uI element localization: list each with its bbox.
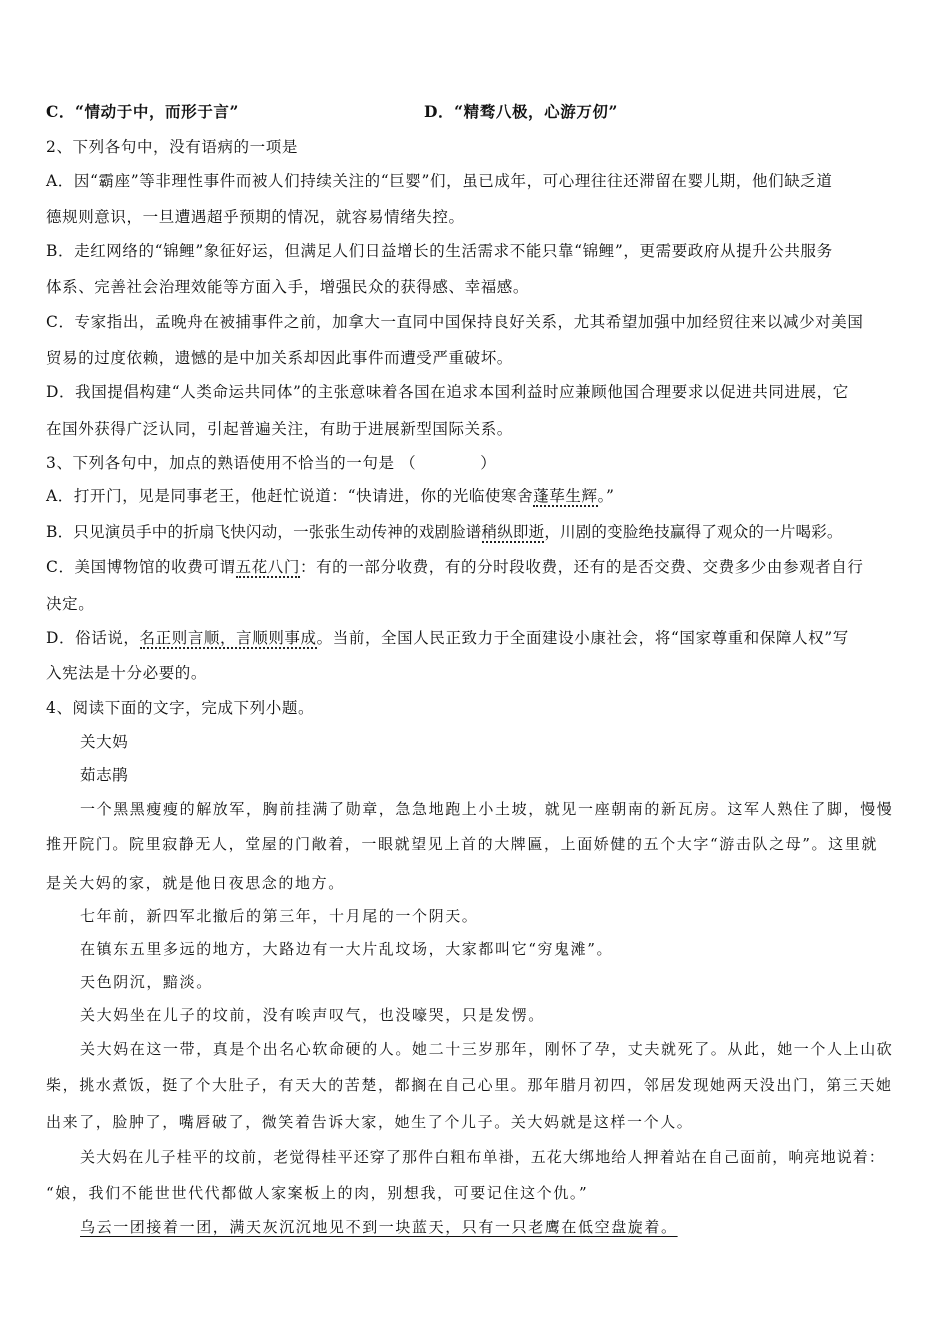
q3-b-idiom: 稍纵即逝	[481, 523, 545, 541]
q3-option-a[interactable]	[46, 486, 904, 507]
q4-stem: 4、阅读下面的文字，完成下列小题。	[46, 699, 315, 717]
q3-a-pre: A．打开门，见是同事老王，他赶忙说道：“快请进，你的光临使寒舍	[46, 487, 534, 505]
q2-option-b-line1[interactable]: B．走红网络的“锦鲤”象征好运，但满足人们日益增长的生活需求不能只靠“锦鲤”，更需要政府从提升公共服务	[46, 242, 833, 260]
q3-stem-text: 3、下列各句中，加点的熟语使用不恰当的一句是 （	[46, 454, 417, 472]
story-p1-line1: 一个黑黑瘦瘦的解放军，胸前挂满了勋章，急急地跑上小土坡，就见一座朝南的新瓦房。这军人熟住了脚，慢慢	[80, 800, 894, 818]
q1-options-row	[46, 102, 904, 122]
q3-option-b[interactable]	[46, 522, 904, 543]
story-p7-line1: 关大妈在儿子桂平的坟前，老觉得桂平还穿了那件白粗布单褂，五花大绑地给人押着站在自己面前，响亮地说着：	[80, 1148, 886, 1166]
story-p2: 七年前，新四军北撤后的第三年，十月尾的一个阴天。	[80, 907, 479, 925]
q3-d-idiom: 名正则言顺，言顺则事成	[139, 629, 317, 647]
q3-a-post: 。”	[597, 487, 615, 505]
q2-option-d-line1[interactable]: D．我国提倡构建“人类命运共同体”的主张意味着各国在追求本国利益时应兼顾他国合理要求以促进共同进展，它	[46, 383, 849, 401]
q3-option-d-line2: 入宪法是十分必要的。	[46, 664, 208, 682]
story-p7-line2: “娘，我们不能世世代代都做人家案板上的肉，别想我，可要记住这个仇。”	[46, 1184, 589, 1202]
q3-option-c-line2: 决定。	[46, 595, 95, 613]
q2-option-a-line1[interactable]: A．因“霸座”等非理性事件而被人们持续关注的“巨婴”们，虽已成年，可心理往往还滞留在婴儿期，他们缺乏道	[46, 172, 833, 190]
story-p4: 天色阴沉，黯淡。	[80, 973, 213, 991]
q2-option-a-line2: 德规则意识，一旦遭遇超乎预期的情况，就容易情绪失控。	[46, 208, 465, 226]
story-p1-line2: 推开院门。院里寂静无人，堂屋的门敞着，一眼就望见上首的大牌匾，上面娇健的五个大字“游击队之母”。这里就	[46, 835, 878, 853]
q3-c-post: ：有的一部分收费，有的分时段收费，还有的是否交费、交费多少由参观者自行	[299, 558, 864, 576]
q2-option-d-line2: 在国外获得广泛认同，引起普遍关注，有助于进展新型国际关系。	[46, 420, 513, 438]
story-p3: 在镇东五里多远的地方，大路边有一大片乱坟场，大家都叫它“穷鬼滩”。	[80, 940, 614, 958]
story-author: 茹志鹃	[80, 766, 129, 784]
q1-option-d[interactable]: D．“精骛八极，心游万仞”	[424, 102, 619, 121]
story-title: 关大妈	[80, 733, 129, 751]
story-p1-line3: 是关大妈的家，就是他日夜思念的地方。	[46, 874, 345, 892]
q3-c-idiom: 五花八门	[235, 558, 300, 576]
story-p6-line2: 柴，挑水煮饭，挺了个大肚子，有天大的苦楚，都搁在自己心里。那年腊月初四，邻居发现她两天没出门，第三天她	[46, 1076, 893, 1094]
q3-option-c-line1[interactable]	[46, 557, 904, 578]
q3-b-post: ，川剧的变脸绝技赢得了观众的一片喝彩。	[544, 523, 843, 541]
q3-b-pre: B．只见演员手中的折扇飞快闪动，一张张生动传神的戏剧脸谱	[46, 523, 482, 541]
q1-option-c[interactable]: C．“情动于中，而形于言”	[46, 102, 239, 121]
q3-stem	[46, 453, 904, 473]
q3-d-pre: D．俗话说，	[46, 629, 140, 647]
story-p6-line1: 关大妈在这一带，真是个出名心软命硬的人。她二十三岁那年，刚怀了孕，丈夫就死了。从此，她一个人上山砍	[80, 1040, 894, 1058]
q2-stem: 2、下列各句中，没有语病的一项是	[46, 138, 298, 156]
q2-option-c-line1[interactable]: C．专家指出，孟晚舟在被捕事件之前，加拿大一直同中国保持良好关系，尤其希望加强中加经贸往来以减少对美国	[46, 313, 864, 331]
story-p5: 关大妈坐在儿子的坟前，没有唉声叹气，也没嚎哭，只是发愣。	[80, 1006, 545, 1024]
q3-option-d-line1[interactable]	[46, 628, 904, 649]
q2-option-c-line2: 贸易的过度依赖，遗憾的是中加关系却因此事件而遭受严重破坏。	[46, 349, 513, 367]
q3-c-pre: C．美国博物馆的收费可谓	[46, 558, 236, 576]
q2-option-b-line2: 体系、完善社会治理效能等方面入手，增强民众的获得感、幸福感。	[46, 278, 530, 296]
story-p8-underlined: 乌云一团接着一团，满天灰沉沉地见不到一块蓝天，只有一只老鹰在低空盘旋着。	[80, 1218, 678, 1236]
story-p6-line3: 出来了，脸肿了，嘴唇破了，微笑着告诉大家，她生了个儿子。关大妈就是这样一个人。	[46, 1113, 694, 1131]
q3-stem-close: ）	[480, 454, 497, 472]
q3-d-post: 。当前，全国人民正致力于全面建设小康社会，将“国家尊重和保障人权”写	[316, 629, 849, 647]
q3-a-idiom: 蓬荜生辉	[533, 487, 598, 505]
